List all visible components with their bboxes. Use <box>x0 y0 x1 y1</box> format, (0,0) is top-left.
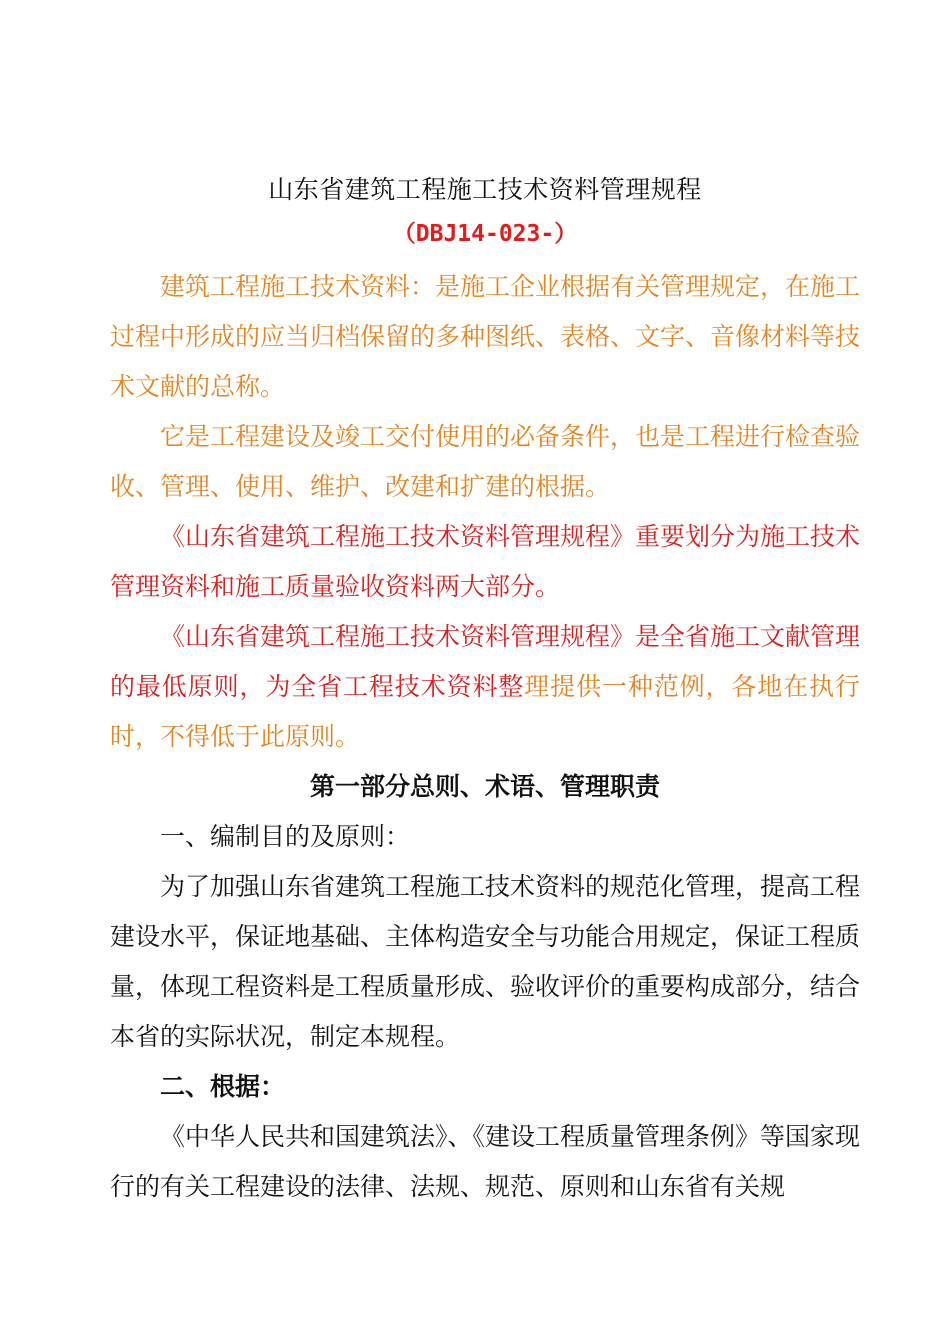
item2-body: 《中华人民共和国建筑法》、《建设工程质量管理条例》等国家现行的有关工程建设的法律、法规、规范、原则和山东省有关规 <box>110 1122 861 1201</box>
section-title: 第一部分总则、术语、管理职责 <box>309 772 660 801</box>
item1-body: 为了加强山东省建筑工程施工技术资料的规范化管理，提高工程建设水平，保证地基础、主体构造安全与功能合用规定，保证工程质量，体现工程资料是工程质量形成、验收评价的重要构成部分，结合本省的实际状况，制定本规程。 <box>110 872 861 1051</box>
intro-paragraph-standard <box>110 612 860 762</box>
item2-heading: 二、根据： <box>160 1072 286 1101</box>
document-page <box>110 168 860 1212</box>
document-code <box>110 212 860 256</box>
intro-paragraph-standard-red: 《山东省建筑工程施工技术资料管理规程》是全省施工文献管理的最低原则，为全省工程技术资料整 <box>110 622 861 701</box>
intro-paragraph-purpose: 它是工程建设及竣工交付使用的必备条件，也是工程进行检查验收、管理、使用、维护、改建和扩建的根据。 <box>110 422 861 501</box>
intro-paragraph-standard-orange: 理提供一种范例，各地在执行时，不得低于此原则。 <box>110 672 860 751</box>
item1-heading: 一、编制目的及原则： <box>160 822 411 851</box>
intro-paragraph-division: 《山东省建筑工程施工技术资料管理规程》重要划分为施工技术管理资料和施工质量验收资料两大部分。 <box>110 522 861 601</box>
intro-paragraph-definition: 建筑工程施工技术资料：是施工企业根据有关管理规定，在施工过程中形成的应当归档保留的多种图纸、表格、文字、音像材料等技术文献的总称。 <box>110 272 861 401</box>
document-title: 山东省建筑工程施工技术资料管理规程 <box>268 175 702 204</box>
document-code-text: （DBJ14-023-） <box>392 221 578 247</box>
